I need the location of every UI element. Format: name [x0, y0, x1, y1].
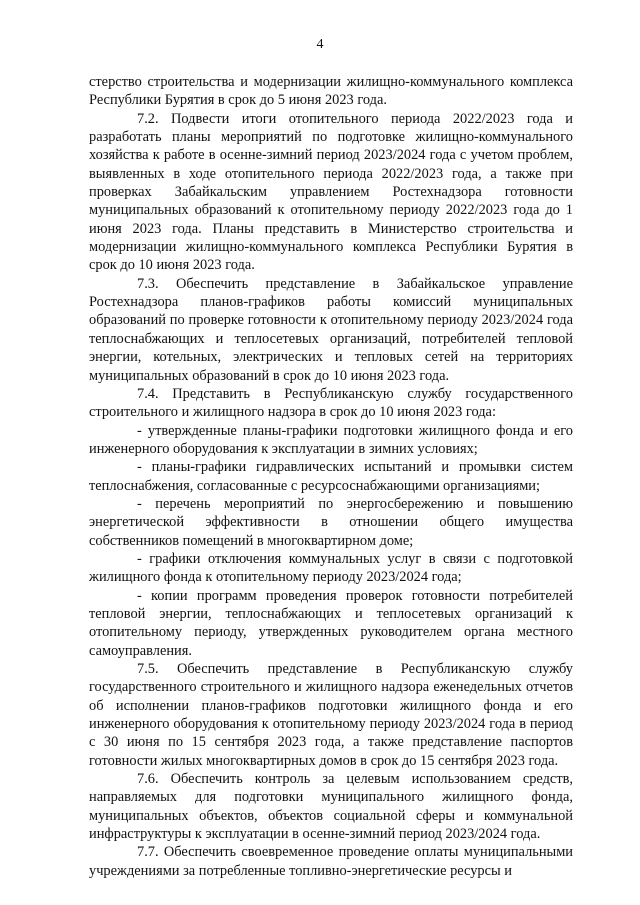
- paragraph-7-4: 7.4. Представить в Республиканскую службу государственного строительного и жилищного надзора в срок до 10 июня 2023 года:: [89, 385, 573, 421]
- paragraph-continuation: стерство строительства и модернизации жилищно-коммунального комплекса Республики Бурятия в срок до 5 июня 2023 года.: [89, 74, 573, 109]
- paragraph-7-7: 7.7. Обеспечить своевременное проведение оплаты муниципальными учреждениями за потребленные топливно-энергетические ресурсы и: [89, 844, 573, 879]
- list-item-inspection-programs: - копии программ проведения проверок готовности потребителей тепловой энергии, теплоснабжающих и теплосетевых организаций к отопительному периоду, утвержденных руководителем органа местного самоуправления.: [89, 587, 573, 659]
- page-number: 4: [316, 37, 324, 52]
- list-item-shutdown-schedules: - графики отключения коммунальных услуг в связи с подготовкой жилищного фонда к отопительному периоду 2023/2024 года;: [89, 550, 573, 586]
- list-item-hydraulic-tests: - планы-графики гидравлических испытаний и промывки систем теплоснабжения, согласованные с ресурсоснабжающими организациями;: [89, 459, 573, 494]
- paragraph-7-2: 7.2. Подвести итоги отопительного периода 2022/2023 года и разработать планы мероприятий по подготовке жилищно-коммунального хозяйства к работе в осенне-зимний период 2023/2024 года с учетом проблем, выявленных в ходе отопительного периода 2022/2023 года, а также при проверках Забайкальским управлением Ростехнадзора готовности муниципальных образований к отопительному периоду 2022/2023 года до 1 июня 2023 года. Планы представить в Министерство строительства и модернизации жилищно-коммунального комплекса Республики Бурятия в срок до 10 июня 2023 года.: [89, 110, 573, 274]
- paragraph-7-3: 7.3. Обеспечить представление в Забайкальское управление Ростехнадзора планов-графиков работы комиссий муниципальных образований по проверке готовности к отопительному периоду 2023/2024 года теплоснабжающих и теплосетевых организаций, потребителей тепловой энергии, котельных, электрических и тепловых сетей на территориях муниципальных образований в срок до 10 июня 2023 года.: [89, 275, 573, 384]
- list-item-plans: - утвержденные планы-графики подготовки жилищного фонда и его инженерного оборудования к эксплуатации в зимних условиях;: [89, 422, 573, 457]
- document-body: [89, 73, 573, 880]
- paragraph-7-5: 7.5. Обеспечить представление в Республиканскую службу государственного строительного и жилищного надзора еженедельных отчетов об исполнении планов-графиков подготовки жилищного фонда и его инженерного оборудования к отопительному периоду 2023/2024 года в период с 30 июня по 15 сентября 2023 года, а также представление паспортов готовности жилых многоквартирных домов в срок до 15 сентября 2023 года.: [89, 661, 573, 769]
- paragraph-7-6: 7.6. Обеспечить контроль за целевым использованием средств, направляемых для подготовки муниципального жилищного фонда, муниципальных объектов, объектов социальной сферы и коммунальной инфраструктуры к эксплуатации в осенне-зимний период 2023/2024 года.: [89, 771, 573, 843]
- list-item-energy-saving: - перечень мероприятий по энергосбережению и повышению энергетической эффективности в отношении общего имущества собственников помещений в многоквартирном доме;: [89, 495, 573, 549]
